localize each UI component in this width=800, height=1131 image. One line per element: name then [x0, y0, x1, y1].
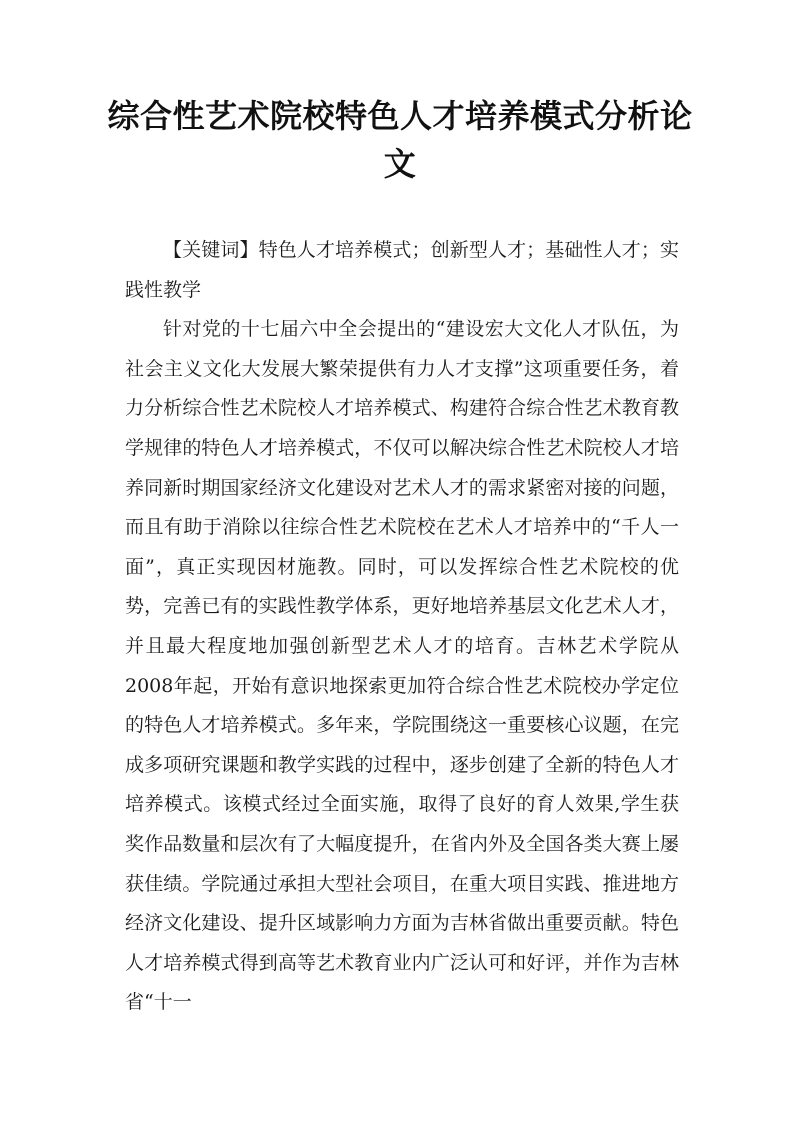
- title-line-1: 综合性艺术院校特色人才培养模式分析论: [107, 97, 693, 135]
- keywords-paragraph: [125, 231, 679, 310]
- document-title: [100, 92, 700, 188]
- title-line-2: 文: [383, 145, 417, 183]
- keywords-label: 【关键词】: [163, 239, 259, 261]
- keywords-text: 特色人才培养模式；创新型人才；基础性人才；实践性教学: [125, 239, 679, 301]
- document-body: [125, 231, 679, 1023]
- body-paragraph: 针对党的十七届六中全会提出的“建设宏大文化人才队伍，为社会主义文化大发展大繁荣提供有力人才支撑”这项重要任务，着力分析综合性艺术院校人才培养模式、构建符合综合性艺术教育教学规律的特色人才培养模式，不仅可以解决综合性艺术院校人才培养同新时期国家经济文化建设对艺术人才的需求紧密对接的问题，而且有助于消除以往综合性艺术院校在艺术人才培养中的“千人一面”，真正实现因材施教。同时，可以发挥综合性艺术院校的优势，完善已有的实践性教学体系，更好地培养基层文化艺术人才，并且最大程度地加强创新型艺术人才的培育。吉林艺术学院从2008年起，开始有意识地探索更加符合综合性艺术院校办学定位的特色人才培养模式。多年来，学院围绕这一重要核心议题，在完成多项研究课题和教学实践的过程中，逐步创建了全新的特色人才培养模式。该模式经过全面实施，取得了良好的育人效果,学生获奖作品数量和层次有了大幅度提升，在省内外及全国各类大赛上屡获佳绩。学院通过承担大型社会项目，在重大项目实践、推进地方经济文化建设、提升区域影响力方面为吉林省做出重要贡献。特色人才培养模式得到高等艺术教育业内广泛认可和好评，并作为吉林省“十一: [125, 318, 679, 1014]
